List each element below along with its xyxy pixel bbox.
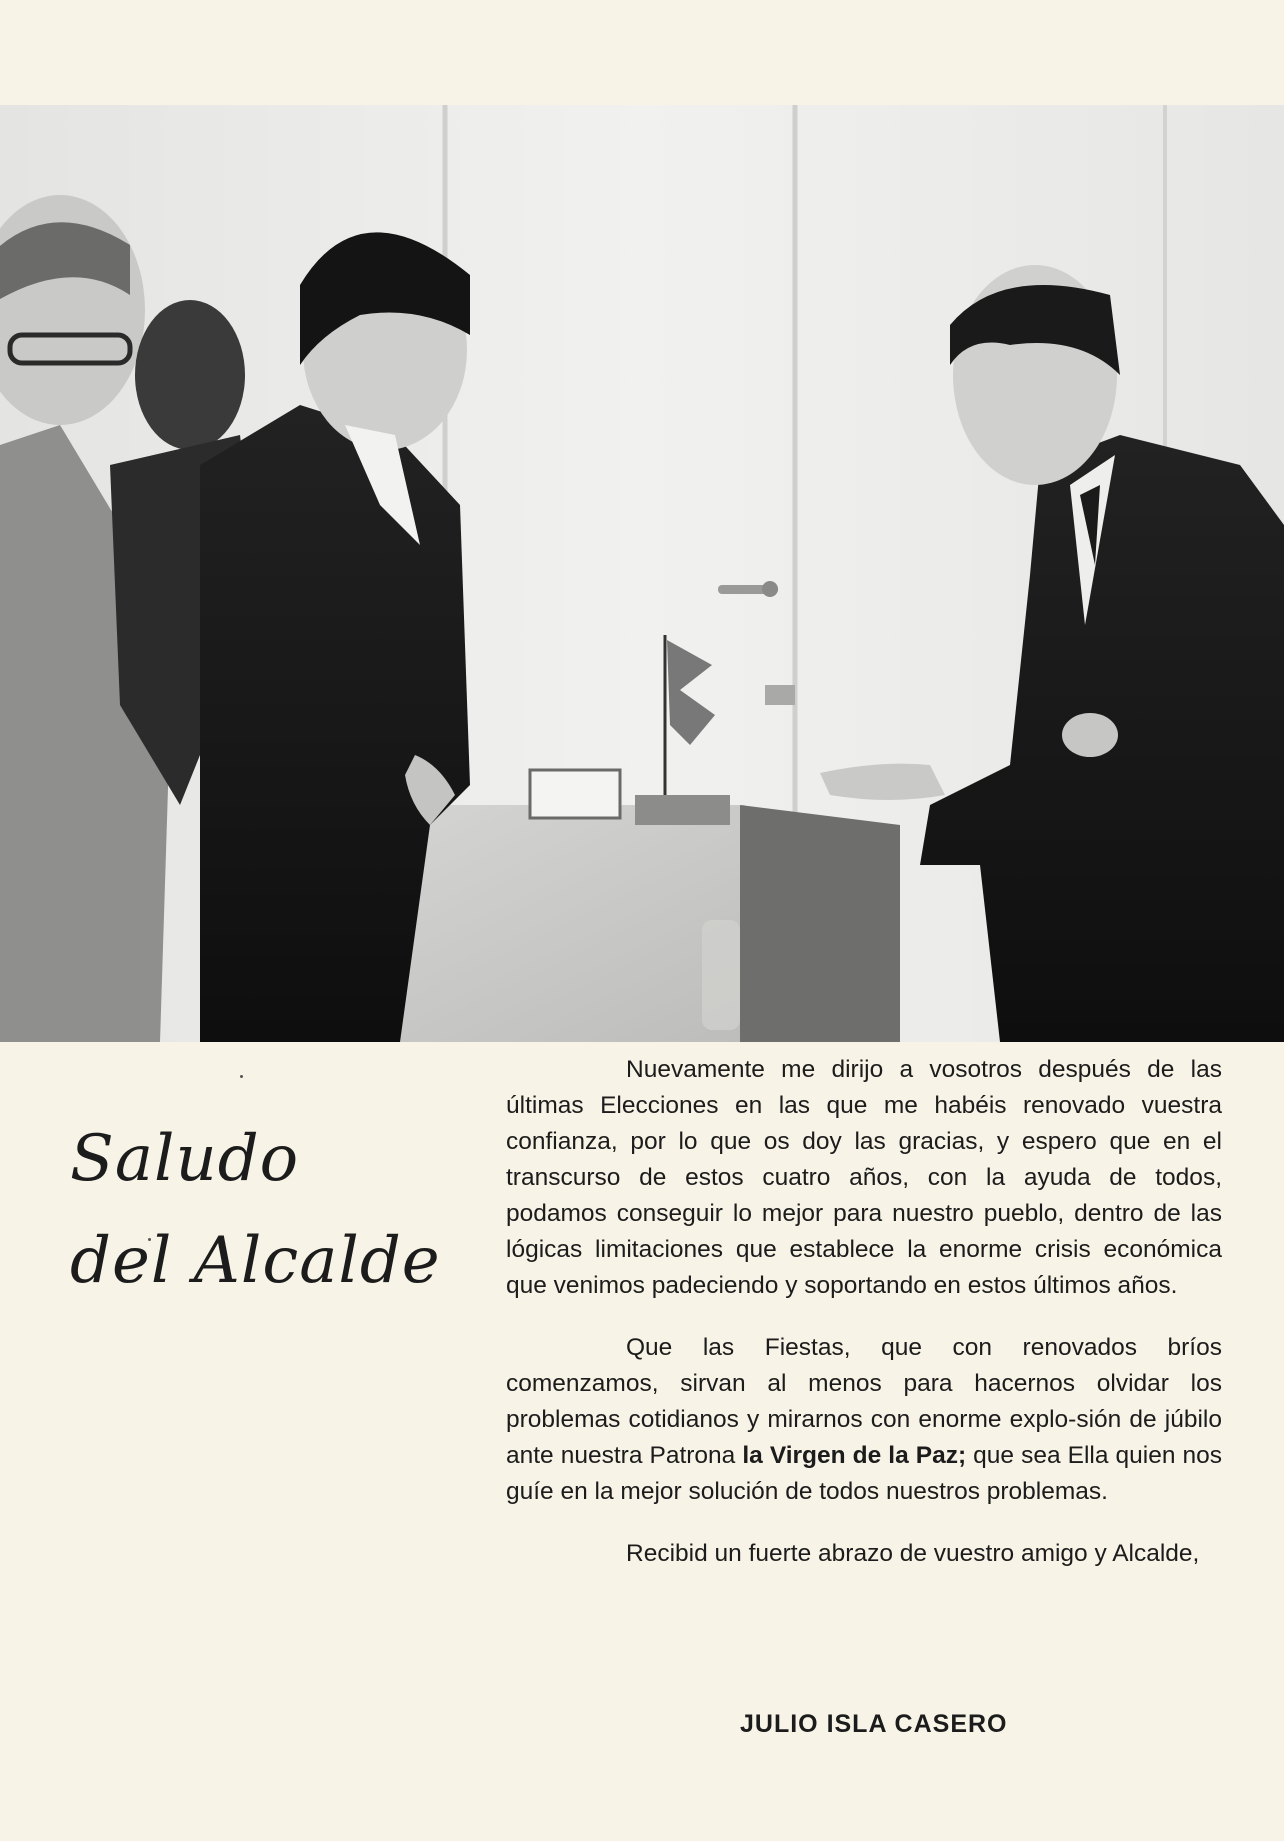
article-title	[70, 1108, 470, 1312]
article-body	[506, 1052, 1222, 1594]
print-speck	[240, 1075, 243, 1078]
paragraph-1: Nuevamente me dirijo a vosotros después de las últimas Elecciones en las que me habéis renovado vuestra confianza, por lo que os doy las gracias, y espero que en el transcurso de estos cuatro años, con la ayuda de todos, podamos conseguir lo mejor para nuestro pueblo, dentro de las lógicas limitaciones que establece la enorme crisis económica que venimos padeciendo y soportando en estos últimos años.	[506, 1056, 1222, 1299]
patron-name: la Virgen de la Paz;	[742, 1442, 967, 1469]
paragraph-2	[506, 1330, 1222, 1510]
title-line-1: Saludo	[70, 1122, 300, 1196]
paragraph-2-end: que sea Ella quien nos guíe en la mejor solución de todos nuestros problemas.	[506, 1442, 1223, 1505]
signature: JULIO ISLA CASERO	[740, 1710, 1008, 1738]
title-line-2: del Alcalde	[70, 1224, 441, 1298]
paragraph-3: Recibid un fuerte abrazo de vuestro amigo y Alcalde,	[626, 1540, 1200, 1567]
paragraph-2-start: Que las Fiestas, que con renovados bríos comenzamos, sirvan al menos para hacernos olvidar los problemas cotidianos y mirarnos con enorme explo-sión de júbilo ante nuestra Patrona	[506, 1334, 1222, 1469]
photo-illustration	[0, 105, 1284, 1042]
ceremony-photo	[0, 105, 1284, 1042]
